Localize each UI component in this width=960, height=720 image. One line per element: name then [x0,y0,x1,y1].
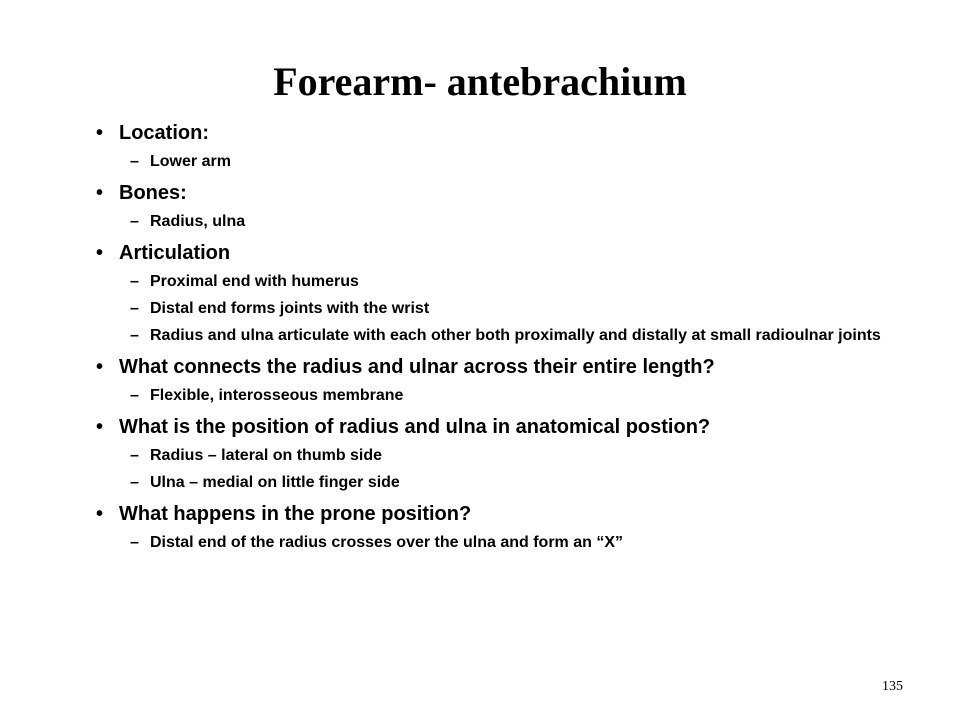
dash-icon: – [130,273,139,290]
dash-icon: – [130,387,139,404]
bullet-icon: • [96,356,104,378]
dash-icon: – [130,327,139,344]
bullet-heading: What is the position of radius and ulna in anatomical postion? [119,416,711,438]
sub-item [96,534,886,552]
dash-icon: – [130,213,139,230]
sub-item [96,387,886,405]
sub-item-text: Flexible, interosseous membrane [150,387,404,404]
bullet-heading: Articulation [119,242,231,264]
slide-title: Forearm- antebrachium [273,59,687,104]
bullet-item-prone-question [96,501,886,527]
dash-icon: – [130,474,139,491]
bullet-item-connection-question [96,354,886,380]
sub-item-text: Distal end of the radius crosses over the ulna and form an “X” [150,534,623,551]
bullet-heading: What connects the radius and ulnar across their entire length? [119,356,715,378]
bullet-icon: • [96,122,104,144]
bullet-item-bones [96,180,886,206]
sub-item [96,273,886,291]
bullet-heading: Bones: [119,182,187,204]
sub-item [96,447,886,465]
sub-item [96,213,886,231]
sub-item-text: Distal end forms joints with the wrist [150,300,430,317]
bullet-icon: • [96,416,104,438]
sub-item-text: Radius and ulna articulate with each other both proximally and distally at small radioulnar joints [150,327,881,344]
sub-item-text: Radius – lateral on thumb side [150,447,383,464]
sub-item-text: Ulna – medial on little finger side [150,474,400,491]
sub-item-text: Radius, ulna [150,213,246,230]
bullet-item-location [96,120,886,146]
dash-icon: – [130,300,139,317]
sub-item [96,153,886,171]
bullet-icon: • [96,503,104,525]
dash-icon: – [130,534,139,551]
bullet-list [96,114,886,561]
bullet-icon: • [96,182,104,204]
sub-item-text: Lower arm [150,153,231,170]
bullet-heading: What happens in the prone position? [119,503,472,525]
bullet-item-position-question [96,414,886,440]
page-number: 135 [882,679,903,694]
bullet-icon: • [96,242,104,264]
dash-icon: – [130,447,139,464]
sub-item-text: Proximal end with humerus [150,273,359,290]
sub-item [96,300,886,318]
sub-item [96,327,886,345]
dash-icon: – [130,153,139,170]
bullet-item-articulation [96,240,886,266]
sub-item [96,474,886,492]
bullet-heading: Location: [119,122,209,144]
